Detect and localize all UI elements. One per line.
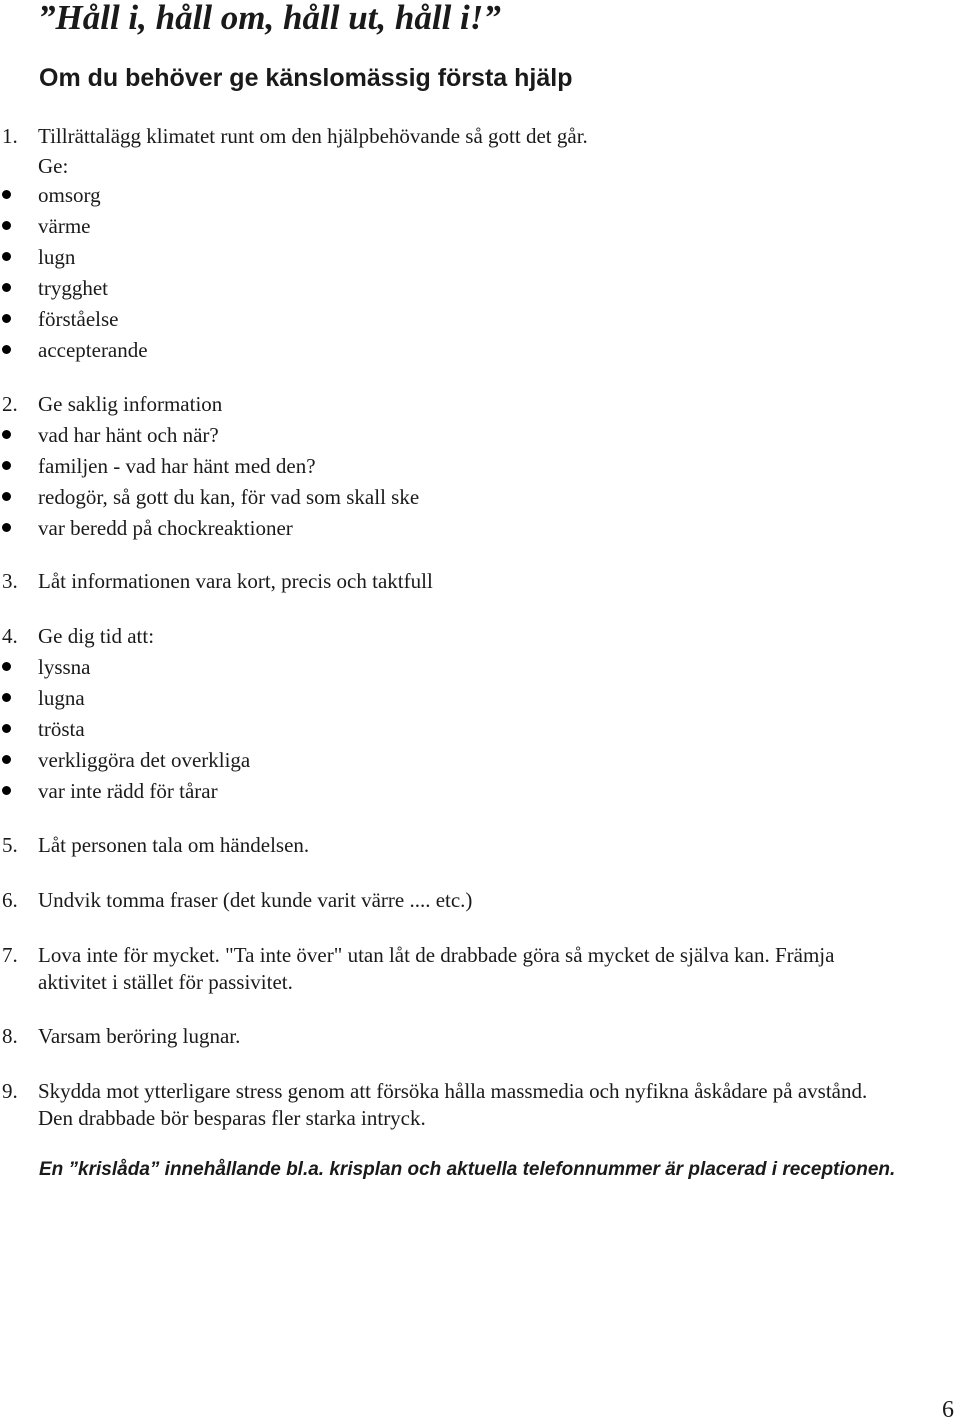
item-text: Ge dig tid att: xyxy=(38,624,155,648)
item-number: 4. xyxy=(2,624,18,648)
bullet-text: lugna xyxy=(38,686,85,710)
bullet-icon xyxy=(2,693,11,702)
bullet-text: var beredd på chockreaktioner xyxy=(38,516,293,540)
bullet-text: trösta xyxy=(38,717,85,741)
bullet-icon xyxy=(2,314,11,323)
page-number: 6 xyxy=(942,1397,954,1423)
bullet-text: trygghet xyxy=(38,276,108,300)
bullet-text: lugn xyxy=(38,245,76,269)
item-text: aktivitet i stället för passivitet. xyxy=(38,970,293,994)
bullet-icon xyxy=(2,461,11,470)
bullet-icon xyxy=(2,283,11,292)
bullet-text: redogör, så gott du kan, för vad som skall ske xyxy=(38,485,420,509)
item-number: 5. xyxy=(2,833,18,857)
item-text: Ge saklig information xyxy=(38,392,223,416)
bullet-icon xyxy=(2,786,11,795)
bullet-text: förståelse xyxy=(38,307,119,331)
bullet-icon xyxy=(2,190,11,199)
bullet-text: omsorg xyxy=(38,183,101,207)
item-number: 7. xyxy=(2,943,18,967)
item-number: 2. xyxy=(2,392,18,416)
page-title: ”Håll i, håll om, håll ut, håll i!” xyxy=(38,0,501,37)
bullet-text: familjen - vad har hänt med den? xyxy=(38,454,316,478)
section-subtitle: Om du behöver ge känslomässig första hjälp xyxy=(39,64,573,92)
item-text: Låt informationen vara kort, precis och taktfull xyxy=(38,569,433,593)
item-text: Lova inte för mycket. "Ta inte över" utan låt de drabbade göra så mycket de själva kan. Främja xyxy=(38,943,835,967)
bullet-text: vad har hänt och när? xyxy=(38,423,219,447)
bullet-text: lyssna xyxy=(38,655,91,679)
bullet-icon xyxy=(2,492,11,501)
bullet-icon xyxy=(2,345,11,354)
footer-note: En ”krislåda” innehållande bl.a. krisplan och aktuella telefonnummer är placerad i receptionen. xyxy=(39,1159,896,1180)
bullet-text: verkliggöra det overkliga xyxy=(38,748,251,772)
item-text: Låt personen tala om händelsen. xyxy=(38,833,310,857)
bullet-icon xyxy=(2,662,11,671)
item-number: 3. xyxy=(2,569,18,593)
item-text: Den drabbade bör besparas fler starka intryck. xyxy=(38,1106,426,1130)
item-text: Varsam beröring lugnar. xyxy=(38,1024,241,1048)
item-number: 9. xyxy=(2,1079,18,1103)
bullet-icon xyxy=(2,523,11,532)
item-number: 8. xyxy=(2,1024,18,1048)
item-number: 6. xyxy=(2,888,18,912)
item-text: Skydda mot ytterligare stress genom att försöka hålla massmedia och nyfikna åskådare på avstånd. xyxy=(38,1079,868,1103)
bullet-text: var inte rädd för tårar xyxy=(38,779,218,803)
bullet-icon xyxy=(2,724,11,733)
item-number: 1. xyxy=(2,124,18,148)
bullet-text: värme xyxy=(38,214,91,238)
bullet-icon xyxy=(2,221,11,230)
item-text: Ge: xyxy=(38,154,69,178)
bullet-icon xyxy=(2,252,11,261)
bullet-icon xyxy=(2,755,11,764)
bullet-text: accepterande xyxy=(38,338,148,362)
item-text: Undvik tomma fraser (det kunde varit värre .... etc.) xyxy=(38,888,473,912)
item-text: Tillrättalägg klimatet runt om den hjälpbehövande så gott det går. xyxy=(38,124,588,148)
bullet-icon xyxy=(2,430,11,439)
